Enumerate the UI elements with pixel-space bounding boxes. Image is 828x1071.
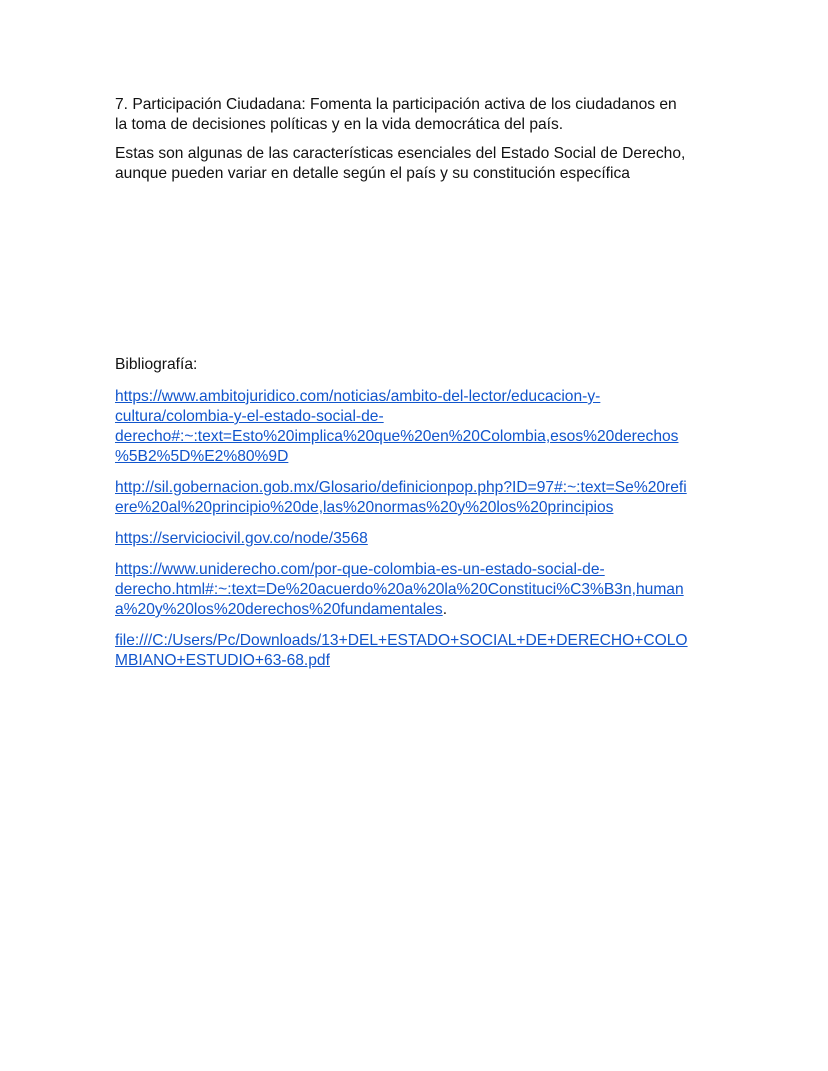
bibliography-link-local-pdf[interactable]: file:///C:/Users/Pc/Downloads/13+DEL+ESTADO+SOCIAL+DE+DERECHO+COLO MBIANO+ESTUDIO+63-68.pdf bbox=[115, 632, 688, 669]
blank-space bbox=[115, 193, 721, 355]
bibliography-heading: Bibliografía: bbox=[115, 356, 198, 373]
bibliography-link-uniderecho[interactable]: https://www.uniderecho.com/por-que-colombia-es-un-estado-social-de- derecho.html#:~:text=De%20acuerdo%20a%20la%20Constituci%C3%B3n,human a%20y%20los%20derechos%20fundamentales bbox=[115, 561, 684, 618]
paragraph-participacion-ciudadana: 7. Participación Ciudadana: Fomenta la participación activa de los ciudadanos en la toma de decisiones políticas y en la vida democrática del país. bbox=[115, 96, 677, 133]
trailing-period: . bbox=[442, 601, 448, 618]
bibliography-entry-uniderecho bbox=[115, 560, 721, 620]
bibliography-link-ambitojuridico[interactable]: https://www.ambitojuridico.com/noticias/ambito-del-lector/educacion-y- cultura/colombia-y-el-estado-social-de- derecho#:~:text=Esto%20implica%20que%20en%20Colombia,esos%20derechos %5B2%5D%E2%80%9D bbox=[115, 388, 679, 465]
page-content bbox=[115, 95, 721, 682]
bibliography-link-gobernacion[interactable]: http://sil.gobernacion.gob.mx/Glosario/definicionpop.php?ID=97#:~:text=Se%20refi ere%20al%20principio%20de,las%20normas%20y%20los%20principios bbox=[115, 479, 687, 516]
bibliography-link-serviciocivil[interactable]: https://serviciocivil.gov.co/node/3568 bbox=[115, 530, 368, 547]
paragraph-conclusion: Estas son algunas de las características esenciales del Estado Social de Derecho, aunque pueden variar en detalle según el país y su constitución específica bbox=[115, 145, 686, 182]
